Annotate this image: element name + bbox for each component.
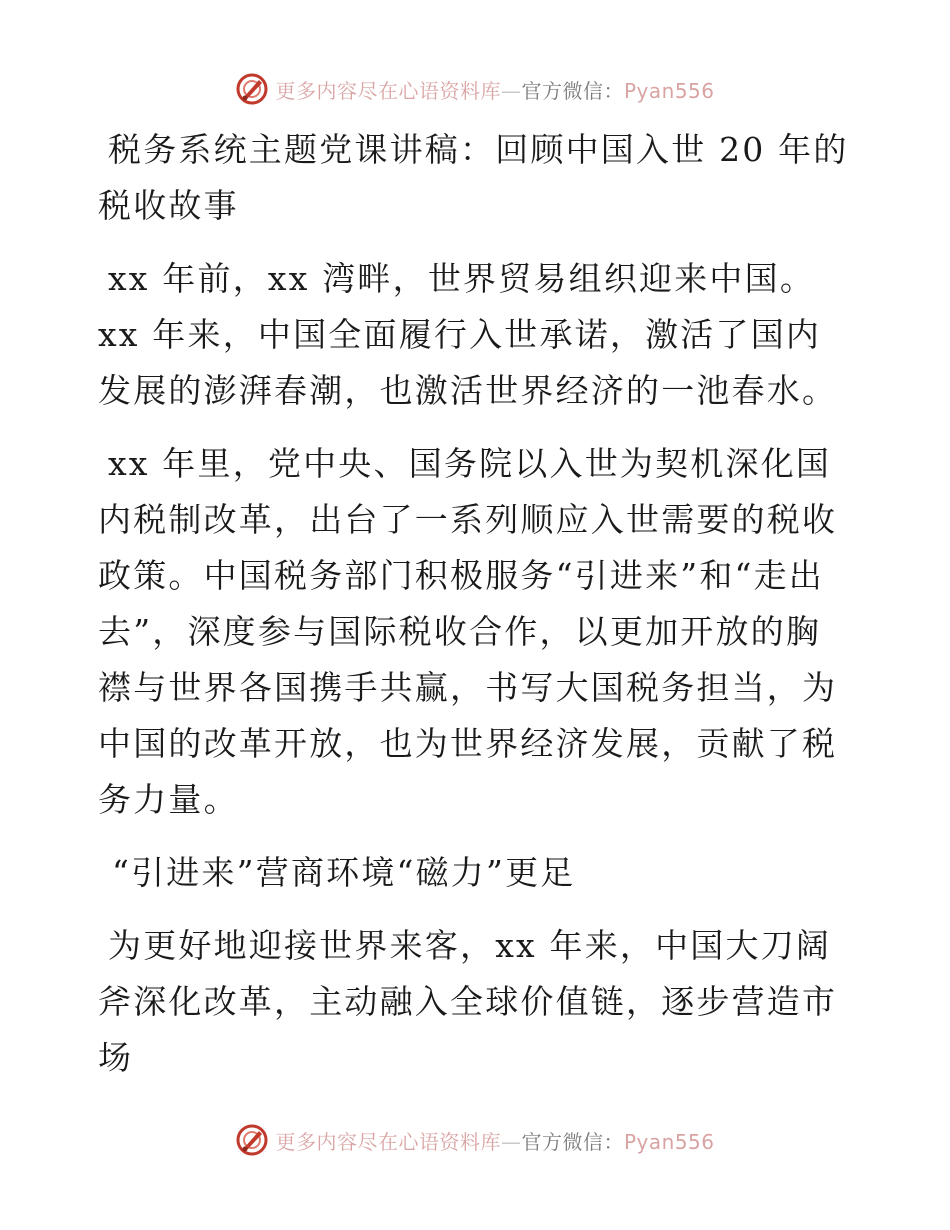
footer-watermark-banner [0,1123,950,1157]
header-wechat-id: Pyan556 [623,78,715,103]
footer-separator: — [500,1129,522,1154]
header-brand-text: 更多内容尽在心语资料库 [275,78,501,103]
header-wechat-label: 官方微信： [521,78,624,103]
footer-brand-text: 更多内容尽在心语资料库 [275,1129,501,1154]
footer-wechat-label: 官方微信： [521,1129,624,1154]
header-watermark-banner [0,72,950,106]
paragraph-2: xx 年里，党中央、国务院以入世为契机深化国内税制改革，出台了一系列顺应入世需要的税收政策。中国税务部门积极服务“引进来”和“走出去”，深度参与国际税收合作，以更加开放的胸襟与世界各国携手共赢，书写大国税务担当，为中国的改革开放，也为世界经济发展，贡献了税务力量。 [98,444,838,819]
section-heading: “引进来”营商环境“磁力”更足 [112,853,576,892]
brand-logo-icon [235,1123,269,1157]
footer-wechat-id: Pyan556 [623,1129,715,1154]
document-title: 税务系统主题党课讲稿：回顾中国入世 20 年的税收故事 [98,130,849,225]
footer-banner-text [275,1126,714,1155]
brand-logo-icon [235,72,269,106]
header-separator: — [500,78,522,103]
header-banner-text [275,75,714,104]
document-body [98,122,850,1103]
section-paragraph: 为更好地迎接世界来客，xx 年来，中国大刀阔斧深化改革，主动融入全球价值链，逐步营造市场 [98,926,838,1077]
paragraph-1: xx 年前，xx 湾畔，世界贸易组织迎来中国。xx 年来，中国全面履行入世承诺，激活了国内发展的澎湃春潮，也激活世界经济的一池春水。 [98,259,838,410]
